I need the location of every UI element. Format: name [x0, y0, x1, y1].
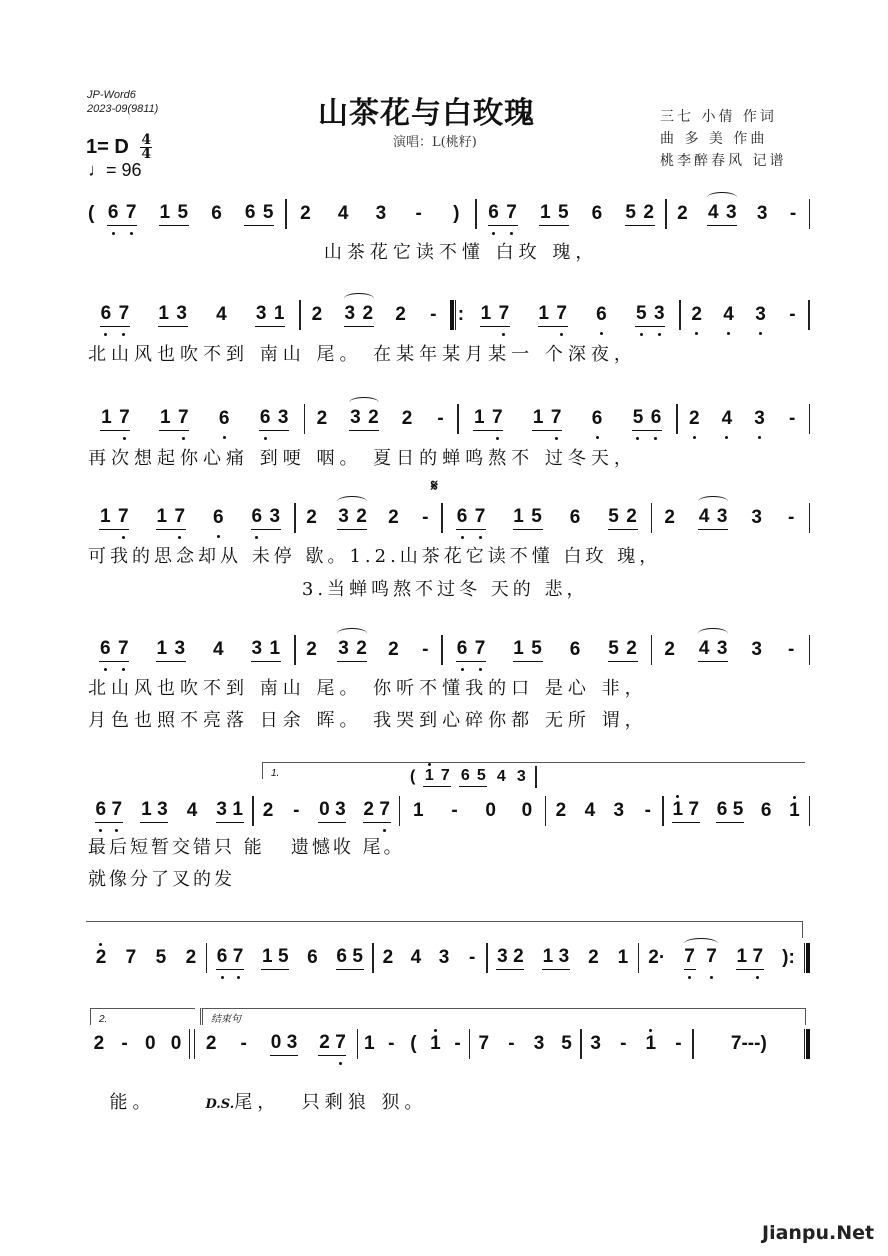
- software-label: JP-Word6 2023-09(9811): [87, 89, 159, 115]
- lyricist-credit: 三七 小倩 作词: [660, 109, 777, 125]
- volta-bracket-2: 2.: [90, 1008, 195, 1025]
- ending-bracket: 结束句: [200, 1008, 806, 1025]
- notation-row-1: ( 6 7 1 5 6 6 5 2 4 3 - ) 6 7 1 5 6 5 2 2 4 3 3 -: [86, 199, 810, 229]
- interlude-cue: ( 1 7 6 5 4 3: [410, 766, 537, 788]
- segno-icon: 𝄋: [431, 476, 438, 495]
- notation-row-4: 1 7 1 7 6 6 3 2 3 2 2 - 6 7 1 5 6 5 2 2 4 3 3 -: [86, 503, 810, 533]
- lyrics-row-8: 能。 D.S.尾， 只剩狼 狈。: [109, 1092, 428, 1113]
- composer-credit: 曲 多 美 作曲: [660, 131, 768, 147]
- singer-label: 演唱：L(桃籽): [393, 135, 477, 150]
- repeat-bracket-line: [86, 921, 803, 938]
- notation-row-7: 2 7 5 2 6 7 1 5 6 6 5 2 4 3 - 3 2 1 3 2 1 2· 7 7 1 7 ):: [86, 943, 810, 973]
- transcriber-credit: 桃李醉春风 记谱: [660, 153, 787, 169]
- lyrics-row-6-verse2: 就像分了叉的发: [88, 869, 235, 890]
- lyrics-row-4-verse1: 可我的思念却从 未停 歇。1.2.山茶花它读不懂 白玫 瑰，: [88, 546, 662, 567]
- watermark-logo: Jianpu.Net: [762, 1222, 875, 1244]
- volta-bracket-1: 1.: [262, 762, 805, 779]
- notation-row-5: 6 7 1 3 4 3 1 2 3 2 2 - 6 7 1 5 6 5 2 2 4 3 3 -: [86, 635, 810, 665]
- lyric-neng: 能。: [109, 1092, 156, 1113]
- lyrics-row-3: 再次想起你心痛 到哽 咽。 夏日的蝉鸣熬不 过冬天，: [88, 448, 637, 469]
- notation-row-8: 2 - 0 0 2 - 0 3 2 7 1 - ( 1 - 7 - 3 5 3 - 1 - 7---): [86, 1029, 810, 1059]
- notation-row-2: 6 7 1 3 4 3 1 2 3 2 2 - : 1 7 1 7 6 5 3 2 4 3 -: [86, 300, 810, 330]
- credits: [660, 106, 786, 172]
- lyrics-row-4-verse3: 3.当蝉鸣熬不过冬 天的 悲，: [88, 579, 589, 600]
- notation-row-3: 1 7 1 7 6 6 3 2 3 2 2 - 1 7 1 7 6 5 6 2 4 3 -: [86, 404, 810, 434]
- lyrics-row-6-verse1: 最后短暂交错只 能 遗憾收 尾。: [88, 837, 405, 858]
- lyrics-row-1: 山茶花它读不懂 白玫 瑰，: [88, 242, 599, 263]
- tempo-marking: ♩= 96: [88, 160, 142, 180]
- lyrics-row-5-verse2: 月色也照不亮落 日余 晖。 我哭到心碎你都 无所 谓，: [88, 710, 648, 731]
- quarter-note-icon: ♩: [88, 160, 106, 180]
- notation-row-6: 6 7 1 3 4 3 1 2 - 0 3 2 7 1 - 0 0 2 4 3 - 1 7 6 5 6 1: [86, 796, 810, 826]
- time-signature: $\frac{4}{4}$: [141, 132, 152, 162]
- lyrics-row-2: 北山风也吹不到 南山 尾。 在某年某月某一 个深夜，: [88, 344, 637, 365]
- song-title: 山茶花与白玫瑰: [318, 96, 535, 131]
- ds-marking: D.S.: [205, 1097, 235, 1112]
- lyrics-row-5-verse1: 北山风也吹不到 南山 尾。 你听不懂我的口 是心 非，: [88, 678, 648, 699]
- key-signature: 1= D $\frac{4}{4}$: [86, 132, 152, 162]
